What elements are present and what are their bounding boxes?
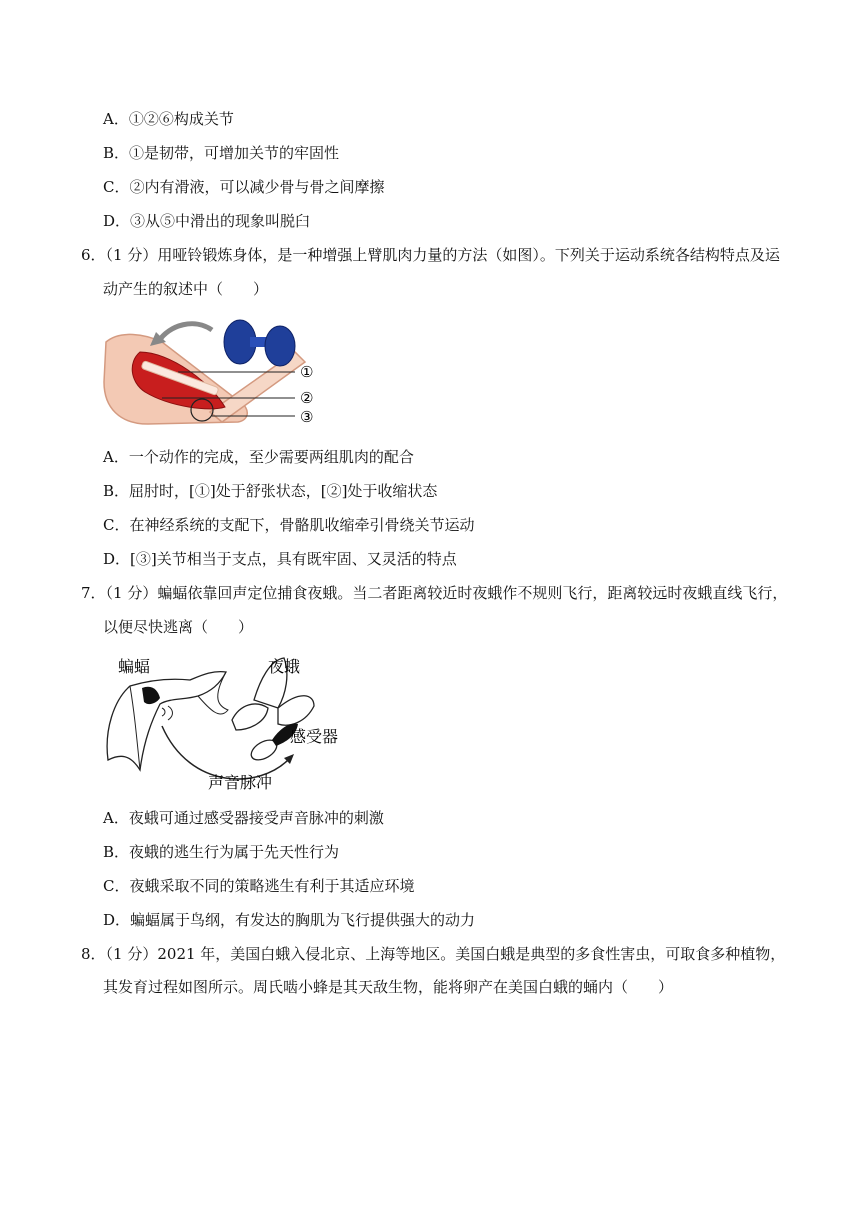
- q6-option-b: B．屈肘时，[①]处于舒张状态，[②]处于收缩状态: [103, 482, 438, 500]
- q7-option-b: B．夜蛾的逃生行为属于先天性行为: [103, 843, 340, 861]
- sound-wave-icon: [162, 706, 173, 720]
- q5-option-d: D．③从⑤中滑出的现象叫脱臼: [103, 212, 311, 230]
- q6-stem-line1: 6．（1 分）用哑铃锻炼身体，是一种增强上臂肌肉力量的方法（如图）。下列关于运动系统各结构特点及运: [81, 246, 780, 264]
- figure-label-3: ③: [300, 408, 314, 426]
- figure-label-1: ①: [300, 363, 314, 381]
- q5-option-a: A．①②⑥构成关节: [103, 110, 234, 128]
- q5-option-c: C．②内有滑液，可以减少骨与骨之间摩擦: [103, 178, 385, 196]
- q6-arm-dumbbell-figure: [100, 312, 332, 430]
- receptor-label: 感受器: [290, 727, 339, 746]
- q7-option-d: D．蝙蝠属于鸟纲，有发达的胸肌为飞行提供强大的动力: [103, 911, 476, 929]
- q5-option-b: B．①是韧带，可增加关节的牢固性: [103, 144, 340, 162]
- forearm-shape: [210, 352, 305, 422]
- q7-option-a: A．夜蛾可通过感受器接受声音脉冲的刺激: [103, 809, 384, 827]
- moth-wing-right: [278, 696, 314, 725]
- q7-stem-line2: 以便尽快逃离（ ）: [103, 618, 254, 636]
- q7-stem-line1: 7．（1 分）蝙蝠依靠回声定位捕食夜蛾。当二者距离较近时夜蛾作不规则飞行，距离较远时夜蛾直线飞行，: [81, 584, 788, 602]
- q6-option-a: A．一个动作的完成，至少需要两组肌肉的配合: [103, 448, 414, 466]
- q7-option-c: C．夜蛾采取不同的策略逃生有利于其适应环境: [103, 877, 415, 895]
- q6-option-c: C．在神经系统的支配下，骨骼肌收缩牵引骨绕关节运动: [103, 516, 475, 534]
- figure-label-2: ②: [300, 389, 314, 407]
- pulse-label: 声音脉冲: [208, 773, 273, 792]
- q7-bat-moth-figure: [100, 650, 350, 796]
- dumbbell-weight-right: [265, 326, 295, 366]
- q8-stem-line2: 其发育过程如图所示。周氏啮小蜂是其天敌生物，能将卵产在美国白蛾的蛹内（ ）: [103, 978, 674, 996]
- moth-hindwing: [232, 704, 268, 730]
- q8-stem-line1: 8．（1 分）2021 年，美国白蛾入侵北京、上海等地区。美国白蛾是典型的多食性害虫，可取食多种植物，: [81, 945, 786, 963]
- bat-label: 蝙蝠: [118, 657, 151, 676]
- moth-label: 夜蛾: [268, 657, 301, 676]
- q6-stem-line2: 动产生的叙述中（ ）: [103, 280, 269, 298]
- bat-body: [107, 672, 226, 770]
- motion-arrow: [158, 324, 212, 342]
- q6-option-d: D．[③]关节相当于支点，具有既牢固、又灵活的特点: [103, 550, 457, 568]
